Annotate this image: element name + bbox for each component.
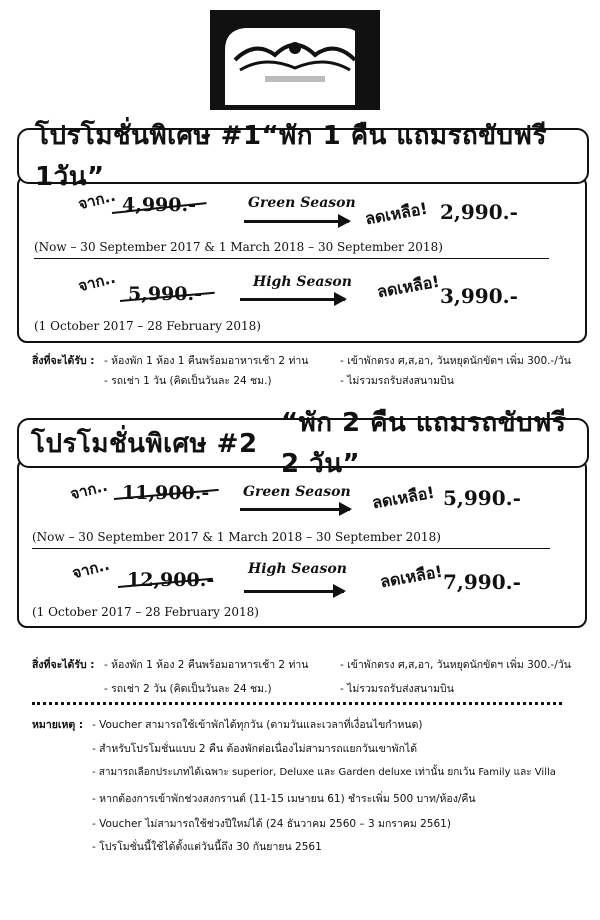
resort-logo: [205, 10, 385, 110]
notes-label: หมายเหตุ :: [32, 719, 84, 731]
promo2-title-right: “พัก 2 คืน แถมรถขับฟรี 2 วัน”: [281, 408, 567, 479]
promo1-high-season: High Season: [253, 274, 352, 290]
benefits2-extra-fee: - เข้าพักตรง ศ,ส,อา, วันหยุดนักขัตฯ เพิ่ม 300.-/วัน: [340, 659, 571, 671]
benefits1-extra-fee: - เข้าพักตรง ศ,ส,อา, วันหยุดนักขัตฯ เพิ่ม 300.-/วัน: [340, 355, 571, 367]
promo2-green-old-price: 11,900.-: [122, 482, 210, 504]
promo2-divider: [32, 548, 550, 549]
promo1-divider: [34, 258, 549, 259]
promo2-green-season: Green Season: [243, 484, 351, 500]
benefits1-room: - ห้องพัก 1 ห้อง 1 คืนพร้อมอาหารเช้า 2 ท่าน: [104, 355, 309, 367]
promo1-high-new-price: 3,990.-: [440, 284, 518, 308]
promo1-high-from: จาก..: [76, 268, 118, 296]
promo1-green-arrow: [244, 220, 349, 223]
note-item: - โปรโมชั่นนี้ใช้ได้ตั้งแต่วันนี้ถึง 30 กันยายน 2561: [92, 841, 322, 853]
promo1-title-tab: [17, 121, 589, 192]
promo1-green-season: Green Season: [248, 195, 356, 211]
benefits2-label: สิ่งที่จะได้รับ :: [32, 659, 95, 671]
note-item: - Voucher ไม่สามารถใช้ช่วงปีใหม่ได้ (24 ธันวาคม 2560 – 3 มกราคม 2561): [92, 818, 451, 830]
benefits2-car: - รถเช่า 2 วัน (คิดเป็นวันละ 24 ชม.): [104, 683, 272, 695]
promo1-high-old-price: 5,990.-: [128, 283, 202, 305]
promo2-high-season: High Season: [248, 561, 347, 577]
note-item: - สามารถเลือกประเภทได้เฉพาะ superior, Deluxe และ Garden deluxe เท่านั้น ยกเว้น Family และ Villa: [92, 767, 556, 778]
promo1-green-from: จาก..: [76, 186, 118, 214]
promo1-high-remaining: ลดเหลือ!: [375, 271, 441, 302]
promo2-title-left: โปรโมชั่นพิเศษ #2: [31, 428, 258, 459]
promo1-green-remaining: ลดเหลือ!: [363, 198, 429, 229]
promo1-title: โปรโมชั่นพิเศษ #1“พัก 1 คืน แถมรถขับฟรี 1วัน”: [35, 121, 547, 192]
notes-separator: [32, 702, 562, 705]
promo2-green-remaining: ลดเหลือ!: [370, 482, 436, 513]
benefits1-no-airport: - ไม่รวมรถรับส่งสนามบิน: [340, 375, 454, 387]
promo2-green-period: (Now – 30 September 2017 & 1 March 2018 – 30 September 2018): [32, 530, 441, 544]
promo2-high-old-price: 12,900.-: [127, 569, 215, 591]
promo2-green-from: จาก..: [68, 476, 110, 504]
benefits2-no-airport: - ไม่รวมรถรับส่งสนามบิน: [340, 683, 454, 695]
promo2-high-from: จาก..: [70, 555, 112, 583]
promo2-high-remaining: ลดเหลือ!: [378, 561, 444, 592]
benefits2-room: - ห้องพัก 1 ห้อง 2 คืนพร้อมอาหารเช้า 2 ท่าน: [104, 659, 309, 671]
promo2-high-new-price: 7,990.-: [443, 570, 521, 594]
promo2-title-tab: [17, 408, 589, 479]
benefits1-label: สิ่งที่จะได้รับ :: [32, 355, 95, 367]
note-item: - สำหรับโปรโมชั่นแบบ 2 คืน ต้องพักต่อเนื่องไม่สามารถแยกวันเขาพักได้: [92, 743, 418, 755]
promo2-high-period: (1 October 2017 – 28 February 2018): [32, 605, 259, 619]
promo1-green-new-price: 2,990.-: [440, 200, 518, 224]
note-item: - Voucher สามารถใช้เข้าพักได้ทุกวัน (ตามวันและเวลาที่เงื่อนไขกำหนด): [92, 719, 423, 731]
benefits1-car: - รถเช่า 1 วัน (คิดเป็นวันละ 24 ชม.): [104, 375, 272, 387]
promo1-high-period: (1 October 2017 – 28 February 2018): [34, 319, 261, 333]
promo1-green-old-price: 4,990.-: [122, 194, 196, 216]
promo2-green-new-price: 5,990.-: [443, 486, 521, 510]
promo1-green-period: (Now – 30 September 2017 & 1 March 2018 – 30 September 2018): [34, 240, 443, 254]
note-item: - หากต้องการเข้าพักช่วงสงกรานต์ (11-15 เมษายน 61) ชำระเพิ่ม 500 บาท/ห้อง/คืน: [92, 793, 476, 805]
promo1-high-arrow: [240, 298, 345, 301]
promo2-high-arrow: [244, 590, 344, 593]
promo2-green-arrow: [240, 508, 350, 511]
